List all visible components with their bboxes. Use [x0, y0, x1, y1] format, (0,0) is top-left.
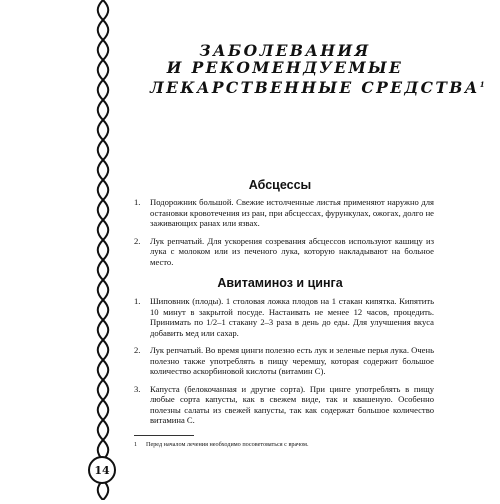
item-number: 1. — [134, 296, 141, 306]
list-item — [134, 236, 434, 268]
footnote — [134, 441, 424, 448]
item-list — [134, 296, 434, 433]
chapter-title — [150, 41, 485, 98]
footnote-text: Перед началом лечения необходимо посоветоваться с врачом. — [146, 441, 309, 448]
item-number: 2. — [134, 235, 141, 246]
footnote-divider — [134, 435, 194, 436]
item-text: Подорожник большой. Свежие истолченные листья применяют наружно для остановки кровотечения из ран, при абсцессах, фурункулах, ожогах, долго не заживающих ранах или язвах. — [150, 197, 434, 228]
item-number: 1. — [134, 197, 141, 207]
section-title: Авитаминоз и цинга — [217, 276, 343, 290]
item-list — [134, 197, 434, 274]
item-text: Лук репчатый. Во время цинги полезно есть лук и зеленые перья лука. Очень полезно также употреблять в пищу черемшу, которая содержит большое количество аскорбиновой кислоты (витамин С). — [150, 345, 434, 376]
list-item — [134, 345, 434, 377]
list-item — [134, 384, 434, 426]
item-number: 3. — [134, 383, 141, 394]
ornamental-border — [94, 0, 112, 500]
item-text: Лук репчатый. Для ускорения созревания абсцессов используют кашицу из лука с молоком или из печеного лука, которую накладывают на больное место. — [150, 235, 434, 267]
list-item — [134, 296, 434, 338]
item-number: 2. — [134, 345, 141, 355]
chapter-title-line: ЗАБОЛЕВАНИЯ — [199, 41, 371, 60]
chapter-title-line: ЛЕКАРСТВЕННЫЕ СРЕДСТВА$^1$ — [150, 78, 485, 98]
section-title: Абсцессы — [248, 178, 312, 192]
footnote-mark: 1 — [134, 441, 138, 448]
chapter-title-line: И РЕКОМЕНДУЕМЫЕ — [166, 58, 404, 77]
item-text: Капуста (белокочанная и другие сорта). При цинге употреблять в пищу любые сорта капусты, как в свежем виде, так и квашеную. Особенно полезны салаты из свежей капусты, так как содержат большое количество витамина С. — [150, 383, 434, 425]
page-number: 14 — [88, 456, 116, 484]
list-item — [134, 197, 434, 229]
vine-ornament-icon — [94, 0, 112, 500]
footnote-reference: 1 — [479, 80, 485, 89]
item-text: Шиповник (плоды). 1 столовая ложка плодов на 1 стакан кипятка. Кипятить 10 минут в закрытой посуде. Настаивать не менее 12 часов, процедить. Принимать по 1/2–1 стакану 2–3 раза в день до еды. Для улучшения вкуса добавить мед или сахар. — [150, 296, 434, 338]
